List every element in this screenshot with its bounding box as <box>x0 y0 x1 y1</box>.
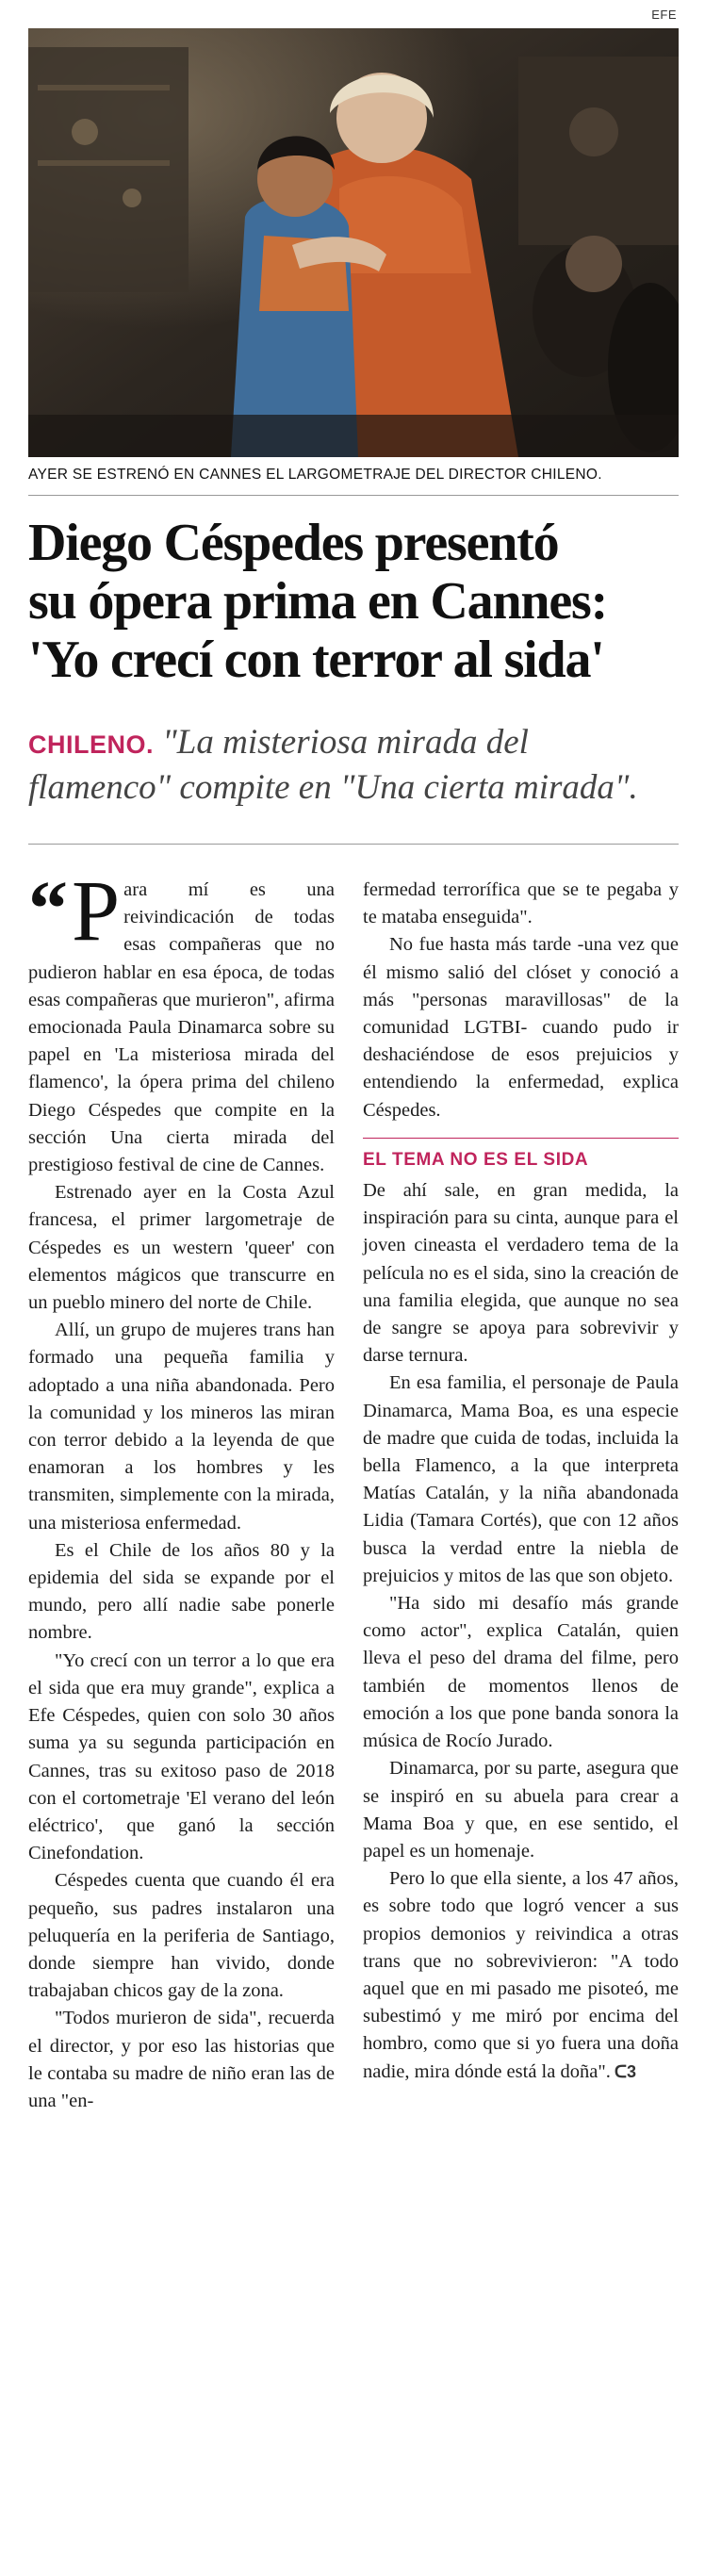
paragraph-13 <box>363 1865 679 2086</box>
article-column-2 <box>363 877 679 2086</box>
paragraph-11: "Ha sido mi desafío más grande como actor", explica Catalán, quien lleva el peso del drama del filme, pero también de momentos llenos de emoción a los que pone banda sonora la música de Rocío Jurado. <box>363 1593 679 1752</box>
paragraph-8: No fue hasta más tarde -una vez que él mismo salió del clóset y conoció a más "personas maravillosas" de la comunidad LGTBI- cuando pudo ir deshaciéndose de esos prejuicios y entendiendo la enfermedad, explica Céspedes. <box>363 934 679 1121</box>
caption-divider <box>28 495 679 496</box>
paragraph-10: En esa familia, el personaje de Paula Dinamarca, Mama Boa, es una especie de madre que cuida de todas, incluida la bella Flamenco, a la que interpreta Matías Catalán, y la niña abandonada Lidia (Tamara Cortés), que con 12 años busca la verdad entre la niebla de prejuicios y mitos de las que son objeto. <box>363 1372 679 1586</box>
headline-line-3: 'Yo crecí con terror al sida' <box>28 631 604 689</box>
paragraph-9: De ahí sale, en gran medida, la inspiración para su cinta, aunque para el joven cineasta el verdadero tema de la película no es el sida, sino la creación de una familia elegida, que aunque no sea de sangre se apoya para sobrevivir y darse ternura. <box>363 1180 679 1367</box>
quote-mark-icon: “ <box>28 865 68 953</box>
paragraph-12: Dinamarca, por su parte, asegura que se inspiró en su abuela para crear a Mama Boa y que, en ese sentido, el papel es un homenaje. <box>363 1758 679 1862</box>
paragraph-1 <box>28 862 335 1179</box>
subhead <box>28 721 679 810</box>
paragraph-6: Céspedes cuenta que cuando él era pequeño, sus padres instalaron una peluquería en la periferia de Santiago, donde siempre han vivido, donde trabajaban chicos gay de la zona. <box>28 1870 335 2002</box>
article-photo <box>28 28 679 457</box>
film-still-illustration <box>28 28 679 457</box>
end-of-article-icon: ᑕ3 <box>614 2061 636 2081</box>
photo-credit: EFE <box>651 8 677 22</box>
headline-line-1: Diego Céspedes presentó <box>28 514 559 572</box>
paragraph-5: "Yo crecí con un terror a lo que era el sida que era muy grande", explica a Efe Céspedes, quien con solo 30 años suma ya su segunda participación en Cannes, tras su exitoso paso de 2018 con el cortometraje 'El verano del león eléctrico', que ganó la sección Cinefondation. <box>28 1649 335 1864</box>
paragraph-13-text: Pero lo que ella siente, a los 47 años, es sobre todo que logró vencer a sus propios demonios y reivindica a otras trans que no sobrevivieron: "A todo aquel que en mi pasado me pisoteó, me subestimó y me miró por encima del hombro, como que si yo fuera una doña nadie, mira dónde está la doña". <box>363 1868 679 2082</box>
paragraph-3: Allí, un grupo de mujeres trans han formado una pequeña familia y adoptado a una niña abandonada. Pero la comunidad y los mineros las miran con terror debido a la leyenda de que enamoran a los hombres y les transmiten, simplemente con la mirada, una misteriosa enfermedad. <box>28 1320 335 1534</box>
drop-cap: P <box>72 862 121 959</box>
paragraph-7-start: "Todos murieron de sida", recuerda el director, y por eso las historias que le contaba su madre de niño eran las de una "en- <box>28 2008 335 2111</box>
article-column-1 <box>28 862 335 2115</box>
photo-caption: AYER SE ESTRENÓ EN CANNES EL LARGOMETRAJE DEL DIRECTOR CHILENO. <box>28 467 602 483</box>
section-heading: EL TEMA NO ES EL SIDA <box>363 1138 679 1173</box>
headline <box>28 514 688 689</box>
subhead-divider <box>28 844 679 845</box>
paragraph-7-end: fermedad terrorífica que se te pegaba y te mataba enseguida". <box>363 879 679 928</box>
paragraph-4: Es el Chile de los años 80 y la epidemia del sida se expande por el mundo, pero allí nadie sabe ponerle nombre. <box>28 1539 335 1644</box>
headline-line-2: su ópera prima en Cannes: <box>28 572 608 631</box>
subhead-kicker: CHILENO. <box>28 730 155 759</box>
paragraph-2: Estrenado ayer en la Costa Azul francesa, el primer largometraje de Céspedes es un western 'queer' con elementos mágicos que transcurre en un pueblo minero del norte de Chile. <box>28 1182 335 1314</box>
drop-cap-block <box>28 862 121 959</box>
paragraph-1-text: ara mí es una reivindicación de todas esas compañeras que no pudieron hablar en esa época, de todas esas compañeras que murieron", afirma emocionada Paula Dinamarca sobre su papel en 'La misteriosa mirada del flamenco', la ópera prima del chileno Diego Céspedes que compite en la sección Una cierta mirada del prestigioso festival de cine de Cannes. <box>28 879 335 1176</box>
subhead-deck: "La misteriosa mirada del flamenco" compite en "Una cierta mirada". <box>28 723 638 807</box>
